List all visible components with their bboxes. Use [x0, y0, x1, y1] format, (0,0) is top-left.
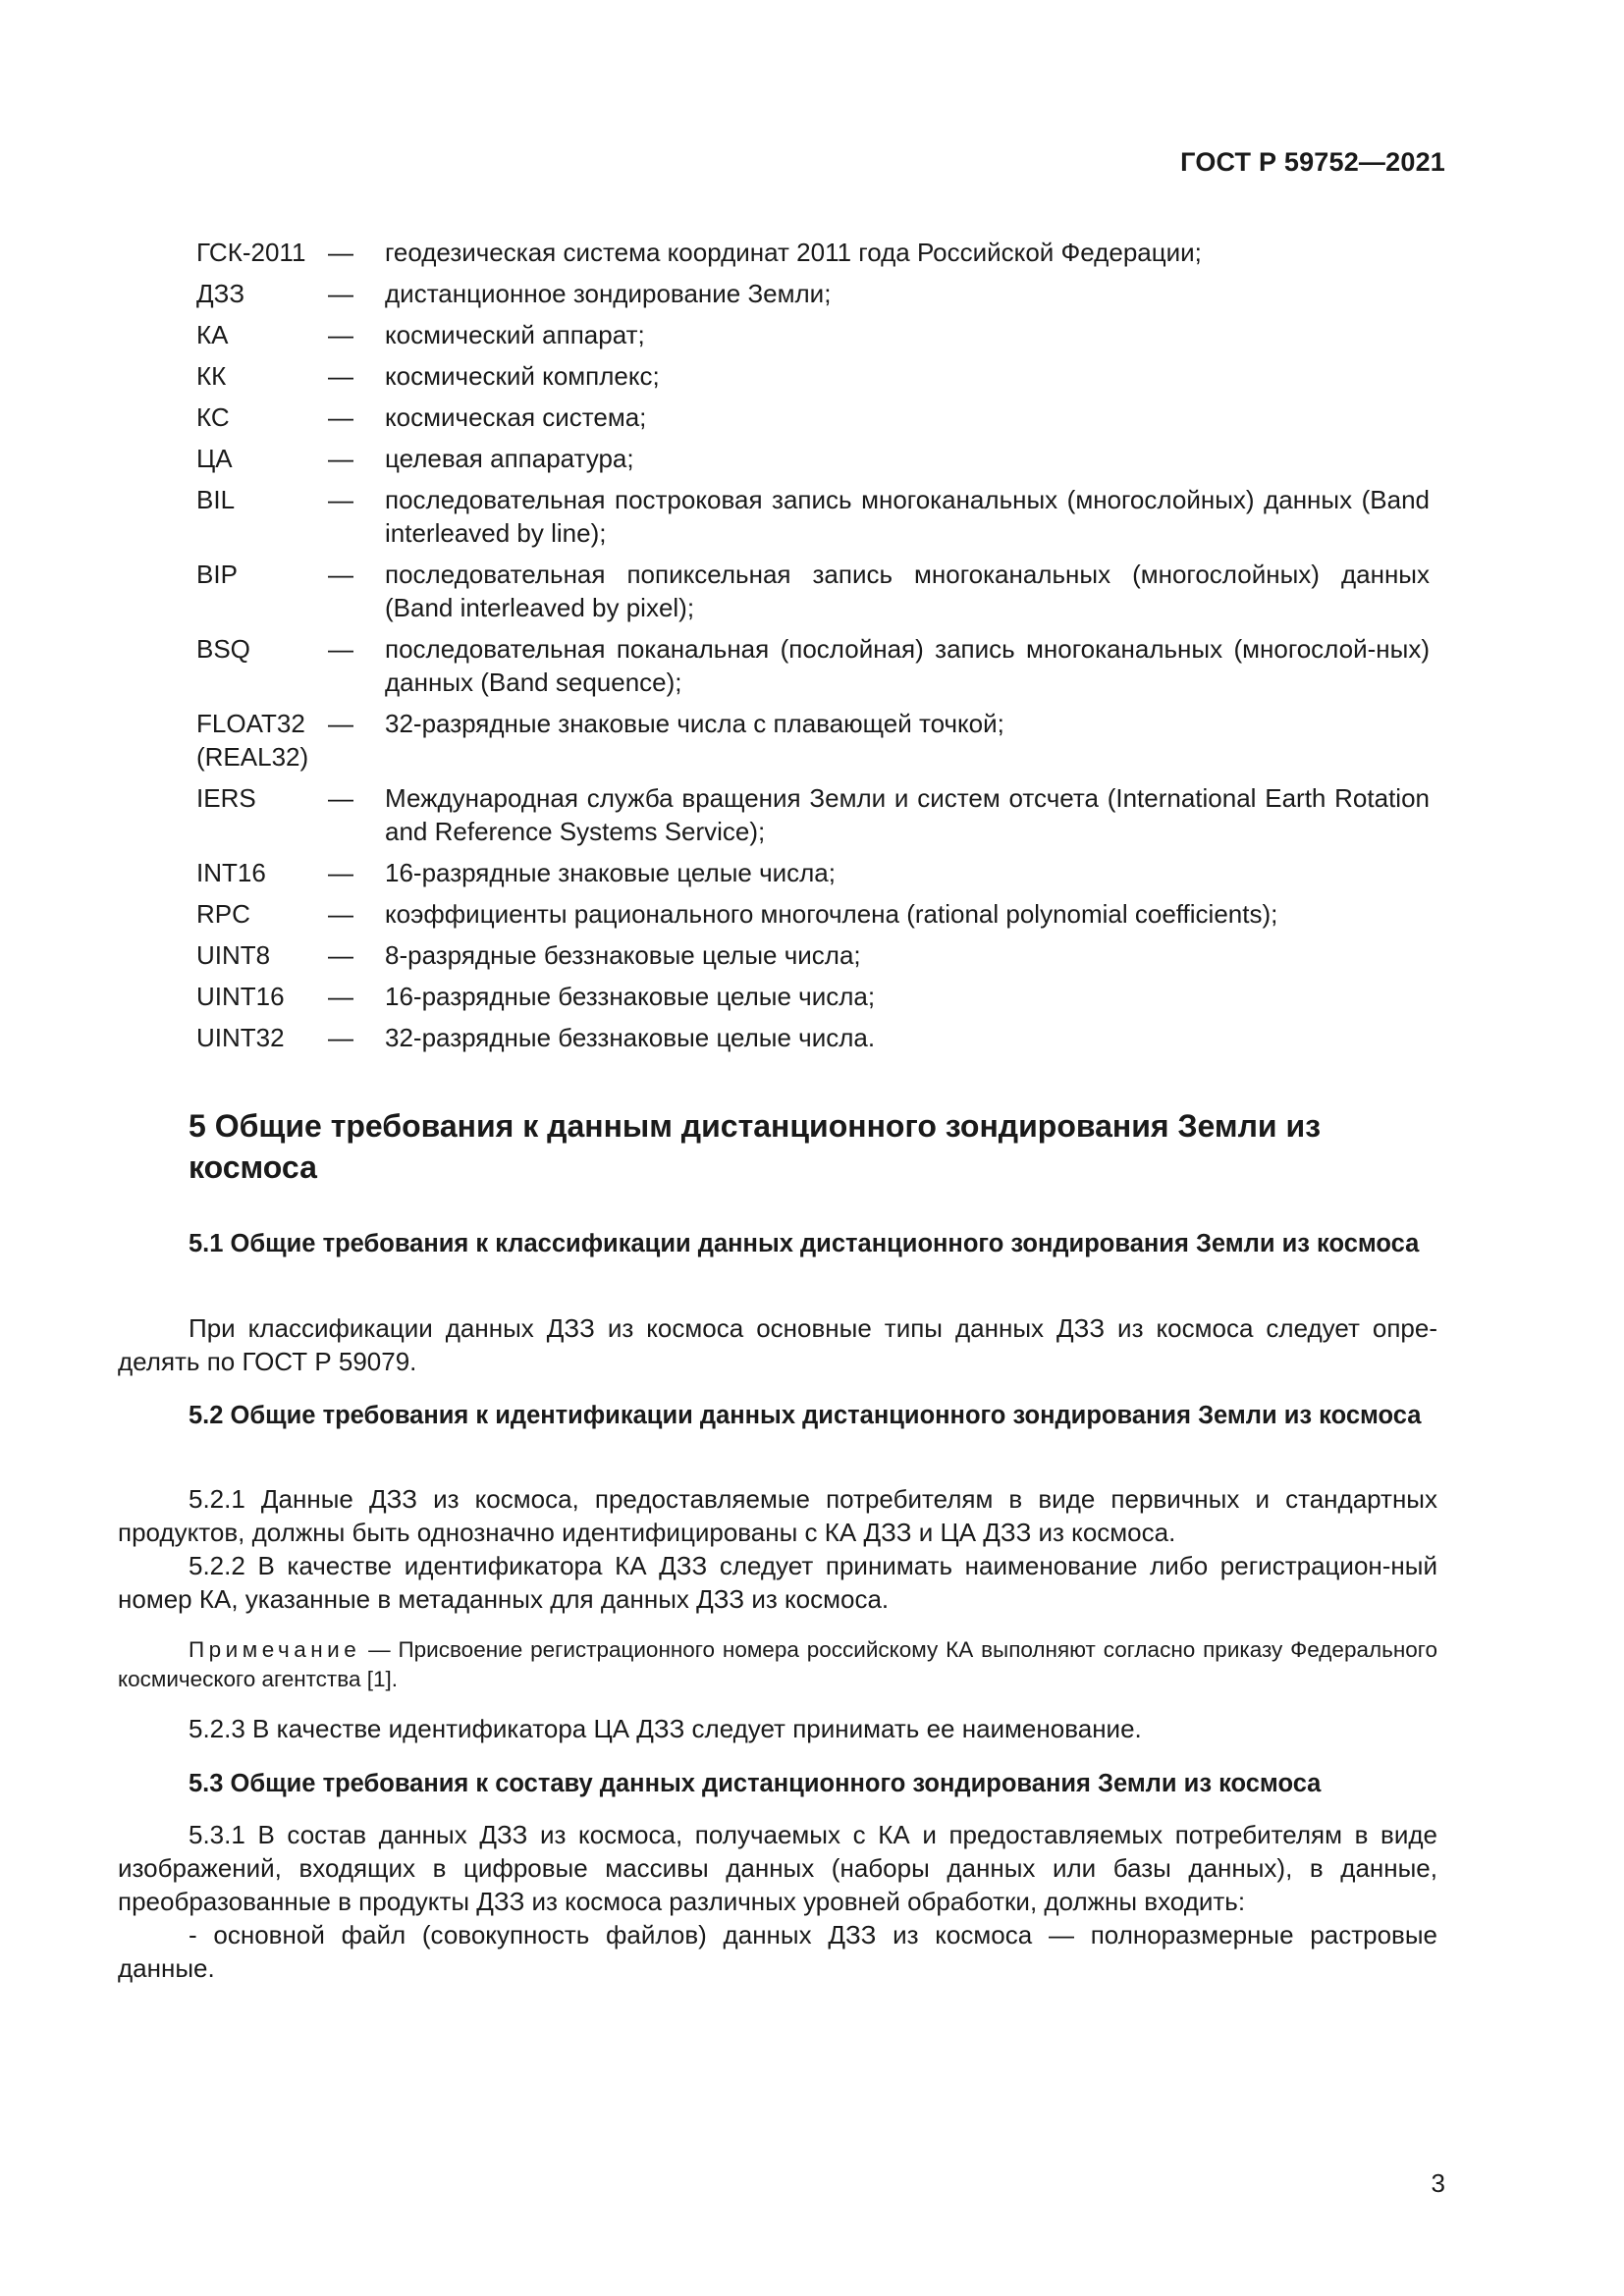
abbreviation-dash: —	[328, 858, 353, 887]
abbreviation-dash: —	[328, 709, 353, 738]
abbreviation-item	[196, 442, 1430, 475]
abbreviation-definition: 8-разрядные беззнаковые целые числа;	[385, 940, 861, 970]
document-code: ГОСТ Р 59752—2021	[1180, 147, 1445, 177]
abbreviation-item	[196, 558, 1430, 624]
abbreviation-term: КК	[196, 361, 227, 391]
page-number: 3	[1431, 2168, 1445, 2198]
section-5-heading: 5 Общие требования к данным дистанционного зондирования Земли из космоса	[189, 1108, 1322, 1185]
abbreviation-item	[196, 359, 1430, 393]
abbreviation-term: КС	[196, 402, 230, 432]
abbreviation-dash: —	[328, 1023, 353, 1052]
abbreviation-list	[196, 236, 1430, 1062]
abbreviation-term: BIL	[196, 485, 236, 514]
abbreviation-item	[196, 980, 1430, 1013]
abbreviation-dash: —	[328, 634, 353, 664]
abbreviation-term: RPC	[196, 899, 250, 929]
abbreviation-term: BIP	[196, 560, 238, 589]
abbreviation-dash: —	[328, 982, 353, 1011]
abbreviation-dash: —	[328, 560, 353, 589]
section-5-2-heading: 5.2 Общие требования к идентификации данных дистанционного зондирования Земли из космоса	[189, 1402, 1422, 1429]
abbreviation-term: ЦА	[196, 444, 233, 473]
abbreviation-item	[196, 1021, 1430, 1054]
abbreviation-item	[196, 236, 1430, 269]
abbreviation-item	[196, 632, 1430, 699]
abbreviation-item	[196, 856, 1430, 889]
paragraph-5-3-1-item: - основной файл (совокупность файлов) данных ДЗЗ из космоса — полноразмерные растровые данные.	[118, 1920, 1437, 1983]
abbreviation-term: ДЗЗ	[196, 279, 245, 308]
abbreviation-dash: —	[328, 485, 353, 514]
abbreviation-definition: геодезическая система координат 2011 года Российской Федерации;	[385, 238, 1202, 267]
abbreviation-item	[196, 318, 1430, 351]
abbreviation-term: ГСК-2011	[196, 238, 306, 267]
abbreviation-dash: —	[328, 402, 353, 432]
abbreviation-term: IERS	[196, 783, 256, 813]
abbreviation-item	[196, 781, 1430, 848]
paragraph-5-3-1: 5.3.1 В состав данных ДЗЗ из космоса, получаемых с КА и предоставляемых потребителям в виде изображений, входящих в цифровые массивы данных (наборы данных или базы данных), в данные, преобразованные в продукты ДЗЗ из космоса различных уровней обработки, должны входить:	[118, 1820, 1437, 1916]
abbreviation-definition: дистанционное зондирование Земли;	[385, 279, 832, 308]
abbreviation-definition: последовательная поканальная (послойная) запись многоканальных (многослой-ных) данных (Band sequence);	[385, 634, 1430, 697]
abbreviation-definition: космический аппарат;	[385, 320, 645, 349]
abbreviation-dash: —	[328, 899, 353, 929]
abbreviation-definition: 16-разрядные знаковые целые числа;	[385, 858, 836, 887]
abbreviation-dash: —	[328, 940, 353, 970]
abbreviation-term: INT16	[196, 858, 266, 887]
abbreviation-dash: —	[328, 444, 353, 473]
abbreviation-term: UINT16	[196, 982, 285, 1011]
abbreviation-definition: коэффициенты рационального многочлена (rational polynomial coefficients);	[385, 899, 1278, 929]
abbreviation-definition: 32-разрядные знаковые числа с плавающей точкой;	[385, 709, 1004, 738]
note	[118, 1635, 1437, 1694]
abbreviation-dash: —	[328, 238, 353, 267]
abbreviation-term: КА	[196, 320, 229, 349]
abbreviation-item	[196, 897, 1430, 931]
abbreviation-definition: целевая аппаратура;	[385, 444, 634, 473]
paragraph-5-2-2: 5.2.2 В качестве идентификатора КА ДЗЗ следует принимать наименование либо регистрацион-ный номер КА, указанные в метаданных для данных ДЗЗ из космоса.	[118, 1551, 1437, 1614]
abbreviation-dash: —	[328, 320, 353, 349]
note-label: Примечание	[189, 1637, 361, 1662]
abbreviation-definition: последовательная построковая запись многоканальных (многослойных) данных (Band interleaved by line);	[385, 485, 1430, 548]
section-5-1-paragraph: При классификации данных ДЗЗ из космоса основные типы данных ДЗЗ из космоса следует опре-делять по ГОСТ Р 59079.	[118, 1313, 1437, 1376]
abbreviation-item	[196, 483, 1430, 550]
abbreviation-term: FLOAT32 (REAL32)	[196, 709, 309, 772]
abbreviation-definition: 32-разрядные беззнаковые целые числа.	[385, 1023, 876, 1052]
abbreviation-definition: 16-разрядные беззнаковые целые числа;	[385, 982, 876, 1011]
abbreviation-term: UINT32	[196, 1023, 285, 1052]
abbreviation-definition: последовательная попиксельная запись многоканальных (многослойных) данных (Band interleaved by pixel);	[385, 560, 1430, 622]
section-5-3-heading: 5.3 Общие требования к составу данных дистанционного зондирования Земли из космоса	[189, 1770, 1322, 1797]
abbreviation-term: BSQ	[196, 634, 250, 664]
abbreviation-definition: космическая система;	[385, 402, 647, 432]
abbreviation-item	[196, 707, 1430, 774]
section-5-1-heading: 5.1 Общие требования к классификации данных дистанционного зондирования Земли из космоса	[189, 1230, 1420, 1257]
abbreviation-item	[196, 938, 1430, 972]
abbreviation-definition: космический комплекс;	[385, 361, 660, 391]
paragraph-5-2-3: 5.2.3 В качестве идентификатора ЦА ДЗЗ следует принимать ее наименование.	[189, 1714, 1142, 1743]
note-text: — Присвоение регистрационного номера российскому КА выполняют согласно приказу Федерального космического агентства [1].	[118, 1637, 1437, 1691]
abbreviation-item	[196, 400, 1430, 434]
abbreviation-dash: —	[328, 361, 353, 391]
paragraph-5-2-1: 5.2.1 Данные ДЗЗ из космоса, предоставляемые потребителям в виде первичных и стандартных продуктов, должны быть однозначно идентифицированы с КА ДЗЗ и ЦА ДЗЗ из космоса.	[118, 1484, 1437, 1547]
abbreviation-definition: Международная служба вращения Земли и систем отсчета (International Earth Rotation and Reference Systems Service);	[385, 783, 1430, 846]
abbreviation-item	[196, 277, 1430, 310]
abbreviation-dash: —	[328, 279, 353, 308]
abbreviation-term: UINT8	[196, 940, 271, 970]
abbreviation-dash: —	[328, 783, 353, 813]
